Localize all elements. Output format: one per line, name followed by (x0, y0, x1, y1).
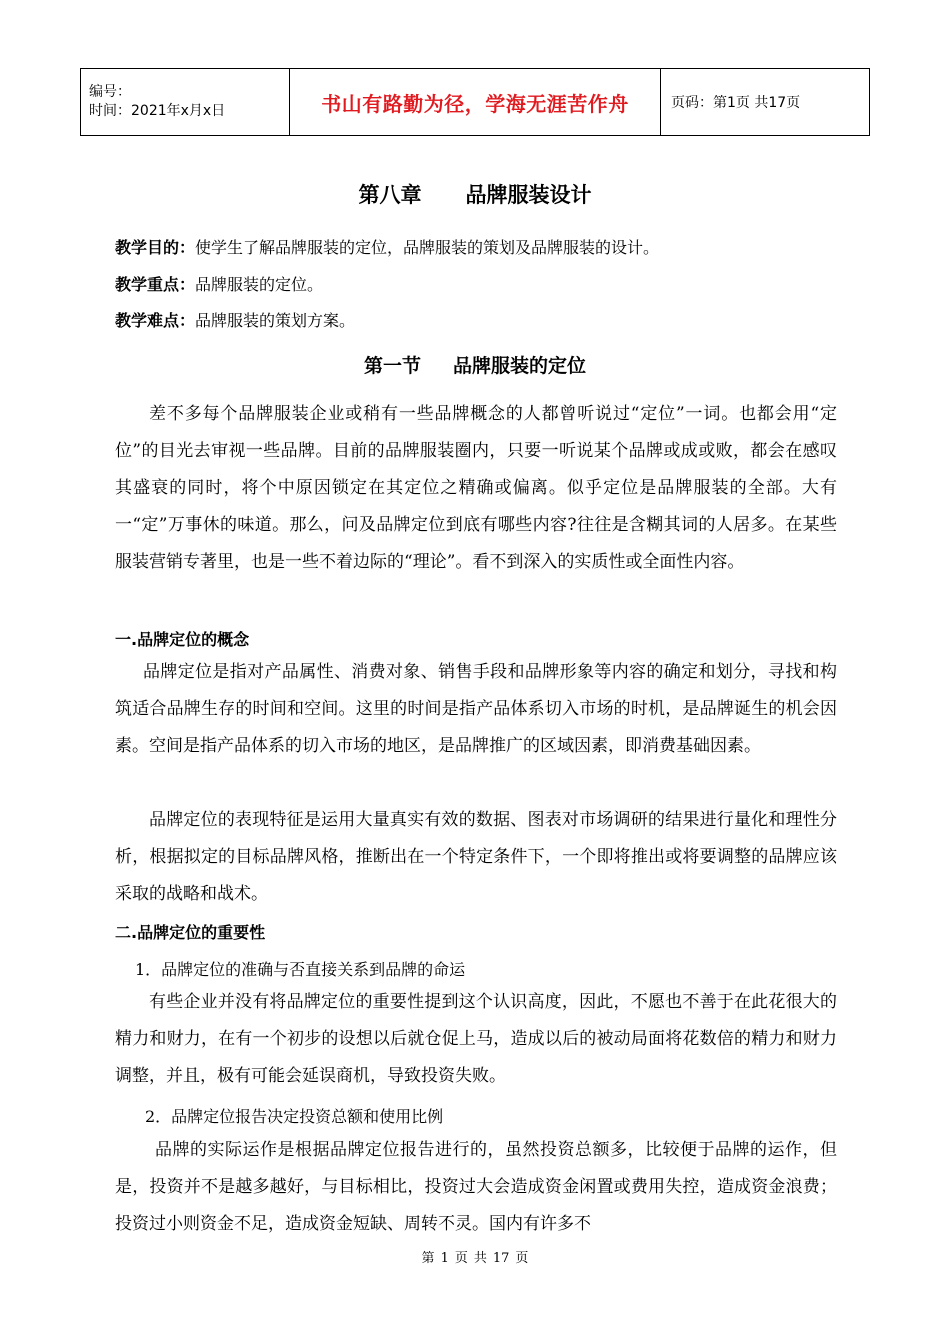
teaching-key-label: 教学重点： (115, 275, 196, 294)
section-name: 品牌服装的定位 (453, 355, 587, 377)
importance-paragraph-2: 品牌的实际运作是根据品牌定位报告进行的，虽然投资总额多，比较便于品牌的运作，但是，投资并不是越多越好，与目标相比，投资过大会造成资金闲置或费用失控，造成资金浪费；投资过小则资金不足，造成资金短缺、周转不灵。国内有许多不 (115, 1140, 837, 1234)
concept-paragraph-1: 品牌定位是指对产品属性、消费对象、销售手段和品牌形象等内容的确定和划分，寻找和构筑适合品牌生存的时间和空间。这里的时间是指产品体系切入市场的时机，是品牌诞生的机会因素。空间是指产品体系的切入市场的地区，是品牌推广的区域因素，即消费基础因素。 (115, 662, 837, 756)
heading-concept: 一.品牌定位的概念 (115, 630, 250, 649)
heading-importance: 二.品牌定位的重要性 (115, 923, 266, 942)
header-meta (81, 69, 290, 136)
header-page-label: 页码：第1页 共17页 (661, 69, 870, 136)
chapter-title (0, 179, 950, 209)
footer-gong: 共 (473, 1251, 487, 1266)
importance-paragraph-1: 有些企业并没有将品牌定位的重要性提到这个认识高度，因此，不愿也不善于在此花很大的精力和财力，在有一个初步的设想以后就仓促上马，造成以后的被动局面将花数倍的精力和财力调整，并且，极有可能会延误商机，导致投资失败。 (115, 992, 837, 1086)
teaching-key-text: 品牌服装的定位。 (195, 275, 324, 294)
footer-di: 第 (421, 1251, 435, 1266)
intro-paragraph: 差不多每个品牌服装企业或稍有一些品牌概念的人都曾听说过“定位”一词。也都会用“定位”的目光去审视一些品牌。目前的品牌服装圈内，只要一听说某个品牌或成或败，都会在感叹其盛衰的同时，将个中原因锁定在其定位之精确或偏离。似乎定位是品牌服装的全部。大有一“定”万事休的味道。那么，问及品牌定位到底有哪些内容?往往是含糊其词的人居多。在某些服装营销专著里，也是一些不着边际的“理论”。看不到深入的实质性或全面性内容。 (115, 404, 837, 572)
teaching-difficulty (115, 308, 355, 331)
footer-ye: 页 (454, 1251, 468, 1266)
section-title (0, 351, 950, 378)
page-footer (0, 1247, 950, 1266)
teaching-difficulty-label: 教学难点： (115, 311, 196, 330)
subheading-1: 1．品牌定位的准确与否直接关系到品牌的命运 (135, 960, 466, 979)
teaching-purpose-label: 教学目的： (115, 238, 196, 257)
chapter-number: 第八章 (358, 183, 422, 207)
number-label: 编号： (89, 84, 131, 100)
teaching-purpose-text: 使学生了解品牌服装的定位，品牌服装的策划及品牌服装的设计。 (195, 238, 660, 257)
header-motto: 书山有路勤为径，学海无涯苦作舟 (290, 69, 661, 136)
teaching-purpose (115, 235, 659, 258)
concept-paragraph-2: 品牌定位的表现特征是运用大量真实有效的数据、图表对市场调研的结果进行量化和理性分析，根据拟定的目标品牌风格，推断出在一个特定条件下，一个即将推出或将要调整的品牌应该采取的战略和战术。 (115, 810, 837, 904)
document-header (80, 68, 870, 136)
teaching-difficulty-text: 品牌服装的策划方案。 (195, 311, 356, 330)
footer-current-page: 1 (440, 1251, 449, 1266)
date-label: 时间：2021年x月x日 (89, 103, 226, 119)
chapter-name: 品牌服装设计 (465, 183, 592, 207)
section-number: 第一节 (363, 355, 421, 377)
footer-ye-2: 页 (515, 1251, 529, 1266)
teaching-key-point (115, 272, 323, 295)
subheading-2: 2．品牌定位报告决定投资总额和使用比例 (145, 1107, 444, 1126)
footer-total-pages: 17 (492, 1251, 510, 1266)
